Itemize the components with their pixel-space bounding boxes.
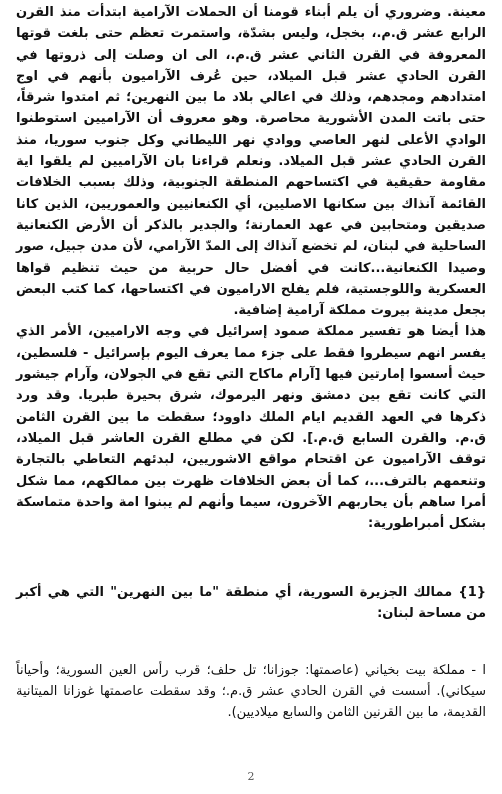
- body-paragraph: معينة. وضروري أن يلم أبناء قومنا أن الحملات الآرامية ابتدأت منذ القرن الرابع عشر ق.م.، بخجل، وليس بشدّة، واستمرت تعظم حتى بلغت قوتها المعروفة في القرن الثاني عشر ق.م.، الى ان وصلت إلى ذروتها في القرن الحادي عشر قبل الميلاد، حين عُرف الآراميون بأنهم في اوج امتدادهم ومجدهم، وذلك في اعالي بلاد ما بين النهرين؛ ثم امتدوا شرقاً، حتى باتت المدن الأشورية محاصرة. وهو معروف أن الآراميين استوطنوا الوادي الأعلى لنهر العاصي ووادي نهر الليطاني وكل جنوب سوريا، منذ القرن الحادي عشر قبل الميلاد. ونعلم قراءنا بان الآراميين لم يلقوا اية مقاومة حقيقية في اكتساحهم المنطقة الجنوبية، وذلك بسبب الخلافات القائمة آنذاك بين سكانها الاصليين، أي الكنعانيين والعموريين، الذين كانا صديقين ومتحابين في عهد العمارنة؛ والجدير بالذكر أن الأرض الكنعانية الساحلية في لبنان، لم تخضع آنذاك إلى المدّ الآرامي، لأن مدن جبيل، صور وصيدا الكنعانية...كانت في أفضل حال حربية من حيث تنظيم قواها العسكرية واللوجستية، فلم يفلح الاراميون في اكتساحها، كما كتب البعض بجعل مدينة بيروت مملكة آرامية إضافية.: [16, 5, 486, 319]
- kingdom-list: [16, 660, 486, 723]
- page-number: 2: [247, 770, 255, 783]
- body-text: [16, 2, 486, 534]
- kingdom-entry: ا - مملكة بيت بخياني (عاصمتها: جوزانا؛ تل حلف؛ قرب رأس العين السورية؛ وأحياناً سيكاني). أسست في القرن الحادي عشر ق.م.؛ وقد سقطت عاصمتها غوزانا الميتانية القديمة، ما بين القرنين الثامن والسابع ميلاديين).: [16, 663, 486, 720]
- body-paragraph: هذا أيضا هو تفسير مملكة صمود إسرائيل في وجه الاراميين، الأمر الذي يفسر انهم سيطروا فقط على جزء مما يعرف اليوم بإسرائيل - فلسطين، حيث أسسوا إمارتين فيها [آرام ماكاح التي تقع في الجولان، وآرام جيشور التي كانت تقع بين دمشق ونهر اليرموك، شرق بحيرة طبريا. وقد ورد ذكرها في العهد القديم ايام الملك داوود؛ سقطت ما بين القرن الثامن ق.م. والقرن السابع ق.م.]. لكن في مطلع القرن العاشر قبل الميلاد، توقف الآراميون عن اقتحام مواقع الاشوريين، لبدئهم التعاطي بالتجارة وتنعمهم بالترف...، كما أن بعض الخلافات ظهرت بين ممالكهم، مما شكل أمرا ساهم بأن يحاربهم الآخرون، سيما وأنهم لم يبنوا امة واحدة متماسكة بشكل أمبراطورية:: [16, 324, 486, 532]
- footnote-text: {1} ممالك الجزيرة السورية، أي منطقة "ما بين النهرين" التي هي أكبر من مساحة لبنان:: [16, 585, 486, 621]
- footnote-section: [16, 582, 486, 624]
